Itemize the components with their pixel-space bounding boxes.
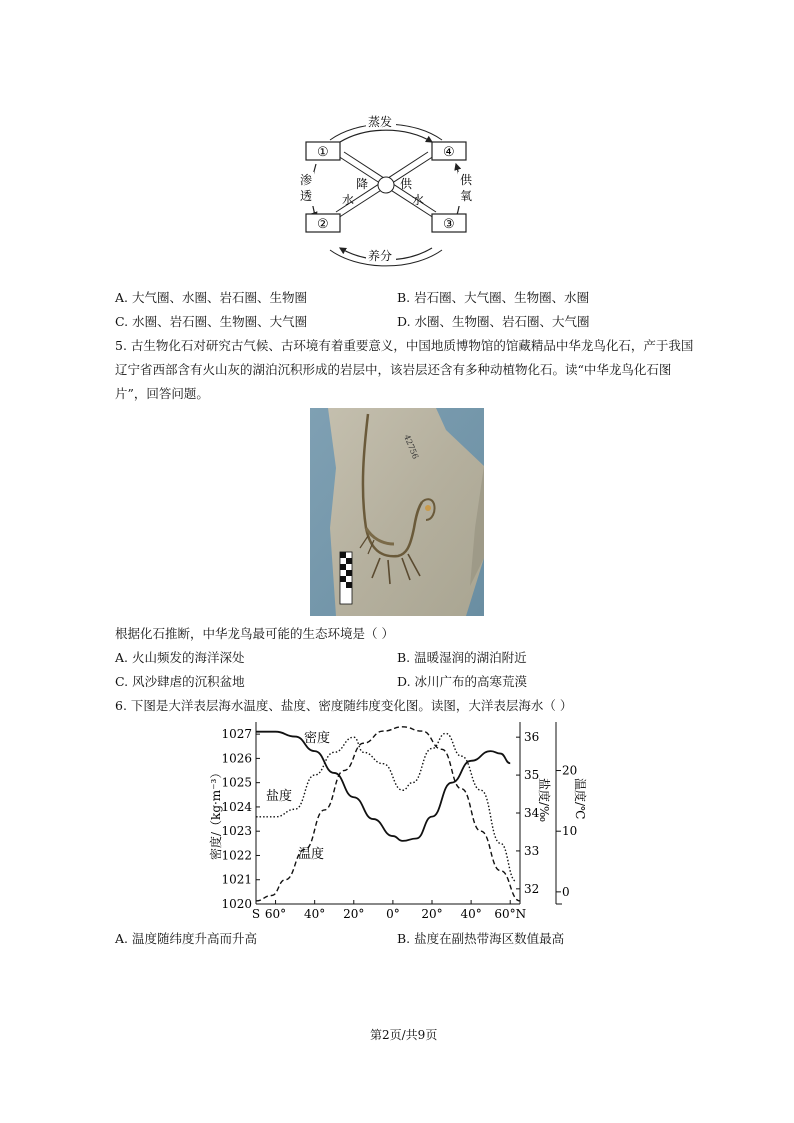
series-label-density: 密度	[304, 731, 331, 746]
salinity-line	[256, 733, 516, 881]
density-tick-label: 1025	[221, 775, 252, 790]
q4-option-d: D. 水圈、生物圈、岩石圈、大气圈	[397, 314, 590, 329]
x-tick-label: 0°	[386, 907, 400, 921]
q5-option-c: C. 风沙肆虐的沉积盆地	[115, 674, 245, 689]
x-tick-label: 20°	[343, 907, 365, 921]
temperature-tick-label: 10	[562, 824, 578, 839]
q6-stem: 6. 下图是大洋表层海水温度、盐度、密度随纬度变化图。读图，大洋表层海水（ ）	[115, 698, 573, 713]
svg-text:氧: 氧	[460, 189, 473, 203]
q5-option-b: B. 温暖湿润的湖泊附近	[397, 650, 527, 665]
specimen-number: 42756	[402, 433, 421, 461]
box-3: ③	[443, 217, 455, 232]
svg-text:供: 供	[460, 173, 473, 187]
x-tick-label: 60°	[264, 907, 287, 921]
x-tick-label: S	[251, 907, 261, 921]
density-tick-label: 1027	[221, 727, 252, 742]
salinity-tick-label: 36	[524, 730, 540, 745]
temperature-tick-label: 0	[562, 884, 570, 899]
box-1: ①	[317, 145, 329, 160]
q4-option-c: C. 水圈、岩石圈、生物圈、大气圈	[115, 314, 308, 329]
q5-stem-line2: 辽宁省西部含有火山灰的湖泊沉积形成的岩层中，该岩层还含有多种动植物化石。读“中华龙鸟化石图	[115, 362, 672, 377]
density-axis-title: 密度/（kg·m⁻³）	[209, 766, 223, 860]
salinity-axis-title: 盐度/‰	[537, 778, 551, 823]
nutrient-label: 养分	[368, 249, 393, 263]
evaporation-label: 蒸发	[368, 115, 393, 129]
q4-option-a: A. 大气圈、水圈、岩石圈、生物圈	[115, 290, 307, 305]
x-tick-label: 20°	[421, 907, 443, 921]
density-tick-label: 1021	[221, 872, 252, 887]
series-label-temperature: 温度	[298, 847, 325, 862]
q5-option-a: A. 火山频发的海洋深处	[115, 650, 245, 665]
q5-stem-line3: 片”，回答问题。	[115, 386, 209, 401]
q6-option-a: A. 温度随纬度升高而升高	[115, 931, 257, 946]
x-tick-label: 60°N	[494, 907, 527, 921]
sphere-cycle-diagram	[296, 106, 476, 274]
x-tick-label: 40°	[460, 907, 482, 921]
ocean-surface-chart	[200, 718, 590, 924]
q4-option-b: B. 岩石圈、大气圈、生物圈、水圈	[397, 290, 590, 305]
svg-text:供: 供	[400, 177, 413, 191]
q5-option-d: D. 冰川广布的高寒荒漠	[397, 674, 528, 689]
q5-stem-line1: 5. 古生物化石对研究古气候、古环境有着重要意义，中国地质博物馆的馆藏精品中华龙鸟化石，产于我国	[115, 338, 694, 353]
box-4: ④	[443, 145, 455, 160]
svg-text:降: 降	[356, 177, 369, 191]
density-line	[256, 732, 510, 841]
density-tick-label: 1022	[221, 848, 252, 863]
fossil-photo	[310, 408, 484, 616]
density-tick-label: 1026	[221, 751, 252, 766]
density-tick-label: 1020	[221, 897, 252, 911]
svg-text:透: 透	[300, 189, 313, 203]
page-footer: 第2页/共9页	[370, 1028, 438, 1042]
q5-question: 根据化石推断，中华龙鸟最可能的生态环境是（ ）	[115, 626, 394, 641]
density-tick-label: 1023	[221, 824, 252, 839]
salinity-tick-label: 35	[524, 768, 540, 783]
temperature-tick-label: 20	[562, 763, 578, 778]
q6-option-b: B. 盐度在副热带海区数值最高	[397, 931, 565, 946]
svg-text:渗: 渗	[300, 173, 313, 187]
temperature-line	[256, 727, 520, 901]
series-label-salinity: 盐度	[266, 789, 293, 804]
svg-text:水: 水	[342, 193, 355, 207]
salinity-tick-label: 34	[524, 806, 540, 820]
salinity-tick-label: 32	[524, 881, 540, 896]
svg-text:水: 水	[412, 193, 425, 207]
density-tick-label: 1024	[221, 799, 252, 814]
x-tick-label: 40°	[304, 907, 326, 921]
temperature-axis-title: 温度/℃	[573, 778, 587, 820]
salinity-tick-label: 33	[524, 843, 540, 858]
box-2: ②	[317, 217, 329, 232]
